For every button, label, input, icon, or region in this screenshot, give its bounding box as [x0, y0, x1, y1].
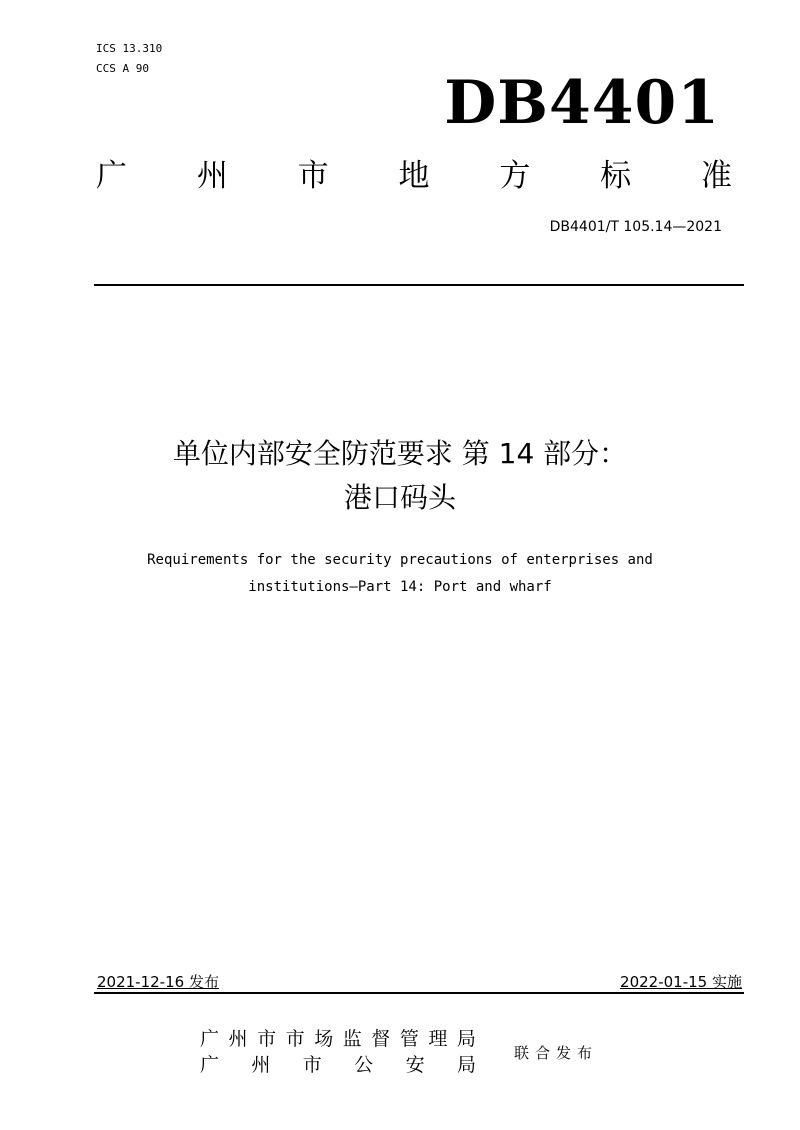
issuer-market-regulation	[200, 1026, 476, 1052]
standard-number: DB4401/T 105.14—2021	[549, 219, 722, 235]
title-cn-line1: 单位内部安全防范要求 第 14 部分：	[172, 437, 628, 470]
issuer-char: 局	[456, 1054, 476, 1076]
db-code: DB4401	[444, 68, 720, 138]
title-cn-line2: 港口码头	[343, 481, 456, 514]
issue-date: 2021-12-16 发布	[97, 973, 219, 991]
standard-type-char: 准	[700, 158, 732, 194]
issuer-char: 管	[399, 1028, 419, 1050]
standard-type	[96, 154, 732, 198]
issuer-char: 场	[314, 1028, 334, 1050]
standard-type-char: 方	[499, 158, 531, 194]
joint-publication: 联合发布	[514, 1044, 599, 1062]
issuer-char: 局	[456, 1028, 476, 1050]
standard-type-char: 标	[600, 158, 632, 194]
ics-code: ICS 13.310	[96, 42, 163, 55]
ccs-code: CCS A 90	[96, 62, 149, 75]
issuer-char: 市	[257, 1028, 277, 1050]
title-en-line1: Requirements for the security precautions of enterprises and	[147, 552, 653, 568]
implementation-date: 2022-01-15 实施	[620, 973, 742, 991]
standard-type-char: 地	[398, 158, 430, 194]
issuer-char: 广	[200, 1028, 220, 1050]
issuer-char: 市	[302, 1054, 322, 1076]
issuer-char: 理	[428, 1028, 448, 1050]
issuer-char: 督	[371, 1028, 391, 1050]
issuer-char: 市	[285, 1028, 305, 1050]
issuer-char: 监	[342, 1028, 362, 1050]
issuer-public-security	[200, 1052, 476, 1078]
top-divider	[94, 284, 744, 286]
standard-type-char: 州	[196, 158, 228, 194]
issuer-char: 广	[200, 1054, 220, 1076]
standard-type-char: 广	[96, 158, 127, 194]
issuer-char: 公	[354, 1054, 374, 1076]
issuer-char: 州	[251, 1054, 271, 1076]
bottom-divider	[94, 992, 744, 994]
issuer-char: 州	[228, 1028, 248, 1050]
issuer-char: 安	[405, 1054, 425, 1076]
standard-type-char: 市	[297, 158, 329, 194]
title-en-line2: institutions—Part 14: Port and wharf	[248, 579, 552, 595]
